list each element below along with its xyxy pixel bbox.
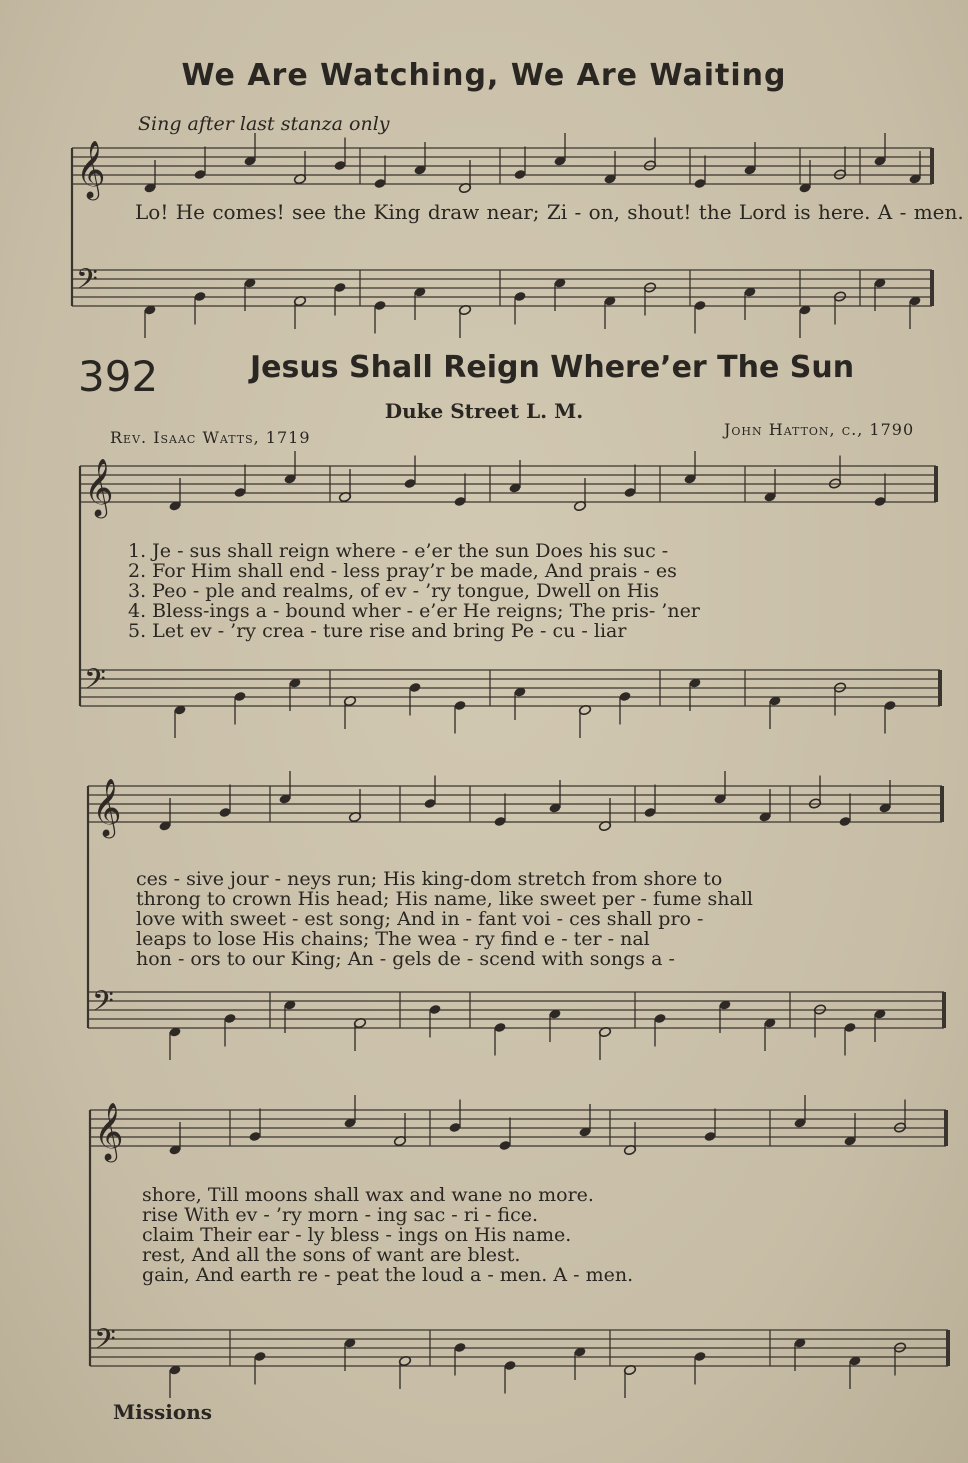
svg-text:𝄢: 𝄢 bbox=[76, 263, 98, 303]
section-footer: Missions bbox=[113, 1400, 212, 1424]
coda-lyric: Lo! He comes! see the King draw near; Zi - on, shout! the Lord is here. A - men. bbox=[135, 200, 964, 224]
svg-text:𝄢: 𝄢 bbox=[94, 1323, 116, 1363]
lyric-line: gain, And earth re - peat the loud a - men. A - men. bbox=[142, 1264, 634, 1286]
lyric-line: 4. Bless-ings a - bound wher - e’er He reigns; The pris- ’ner bbox=[128, 600, 700, 622]
lyric-line: claim Their ear - ly bless - ings on His name. bbox=[142, 1224, 572, 1246]
lyric-line: 3. Peo - ple and realms, of ev - ’ry tongue, Dwell on His bbox=[128, 580, 660, 602]
svg-text:𝄢: 𝄢 bbox=[92, 985, 114, 1025]
svg-text:𝄞: 𝄞 bbox=[94, 1102, 124, 1160]
svg-text:𝄢: 𝄢 bbox=[84, 663, 106, 703]
lyric-line: 2. For Him shall end - less pray’r be made, And prais - es bbox=[128, 560, 677, 582]
coda-direction: Sing after last stanza only bbox=[138, 113, 390, 135]
lyric-line: ces - sive jour - neys run; His king-dom stretch from shore to bbox=[136, 868, 723, 890]
hymn-number: 392 bbox=[78, 352, 159, 401]
lyric-line: rise With ev - ’ry morn - ing sac - ri - fice. bbox=[142, 1204, 539, 1226]
composer-credit: John Hatton, c., 1790 bbox=[724, 420, 915, 439]
svg-text:𝄞: 𝄞 bbox=[76, 140, 106, 198]
author-credit: Rev. Isaac Watts, 1719 bbox=[110, 428, 311, 447]
lyric-line: shore, Till moons shall wax and wane no more. bbox=[142, 1184, 594, 1206]
lyric-line: hon - ors to our King; An - gels de - scend with songs a - bbox=[136, 948, 675, 970]
lyric-line: rest, And all the sons of want are blest. bbox=[142, 1244, 521, 1266]
tune-name: Duke Street L. M. bbox=[384, 399, 584, 423]
coda-title: We Are Watching, We Are Waiting bbox=[181, 58, 787, 93]
lyric-line: love with sweet - est song; And in - fant voi - ces shall pro - bbox=[136, 908, 704, 930]
svg-text:𝄞: 𝄞 bbox=[92, 778, 122, 836]
hymn-title: Jesus Shall Reign Where’er The Sun bbox=[250, 350, 855, 385]
lyric-line: leaps to lose His chains; The wea - ry find e - ter - nal bbox=[136, 928, 650, 950]
svg-text:𝄞: 𝄞 bbox=[84, 458, 114, 516]
lyric-line: throng to crown His head; His name, like sweet per - fume shall bbox=[136, 888, 753, 910]
lyric-line: 5. Let ev - ’ry crea - ture rise and bring Pe - cu - liar bbox=[128, 620, 627, 642]
lyric-line: 1. Je - sus shall reign where - e’er the sun Does his suc - bbox=[128, 540, 669, 562]
